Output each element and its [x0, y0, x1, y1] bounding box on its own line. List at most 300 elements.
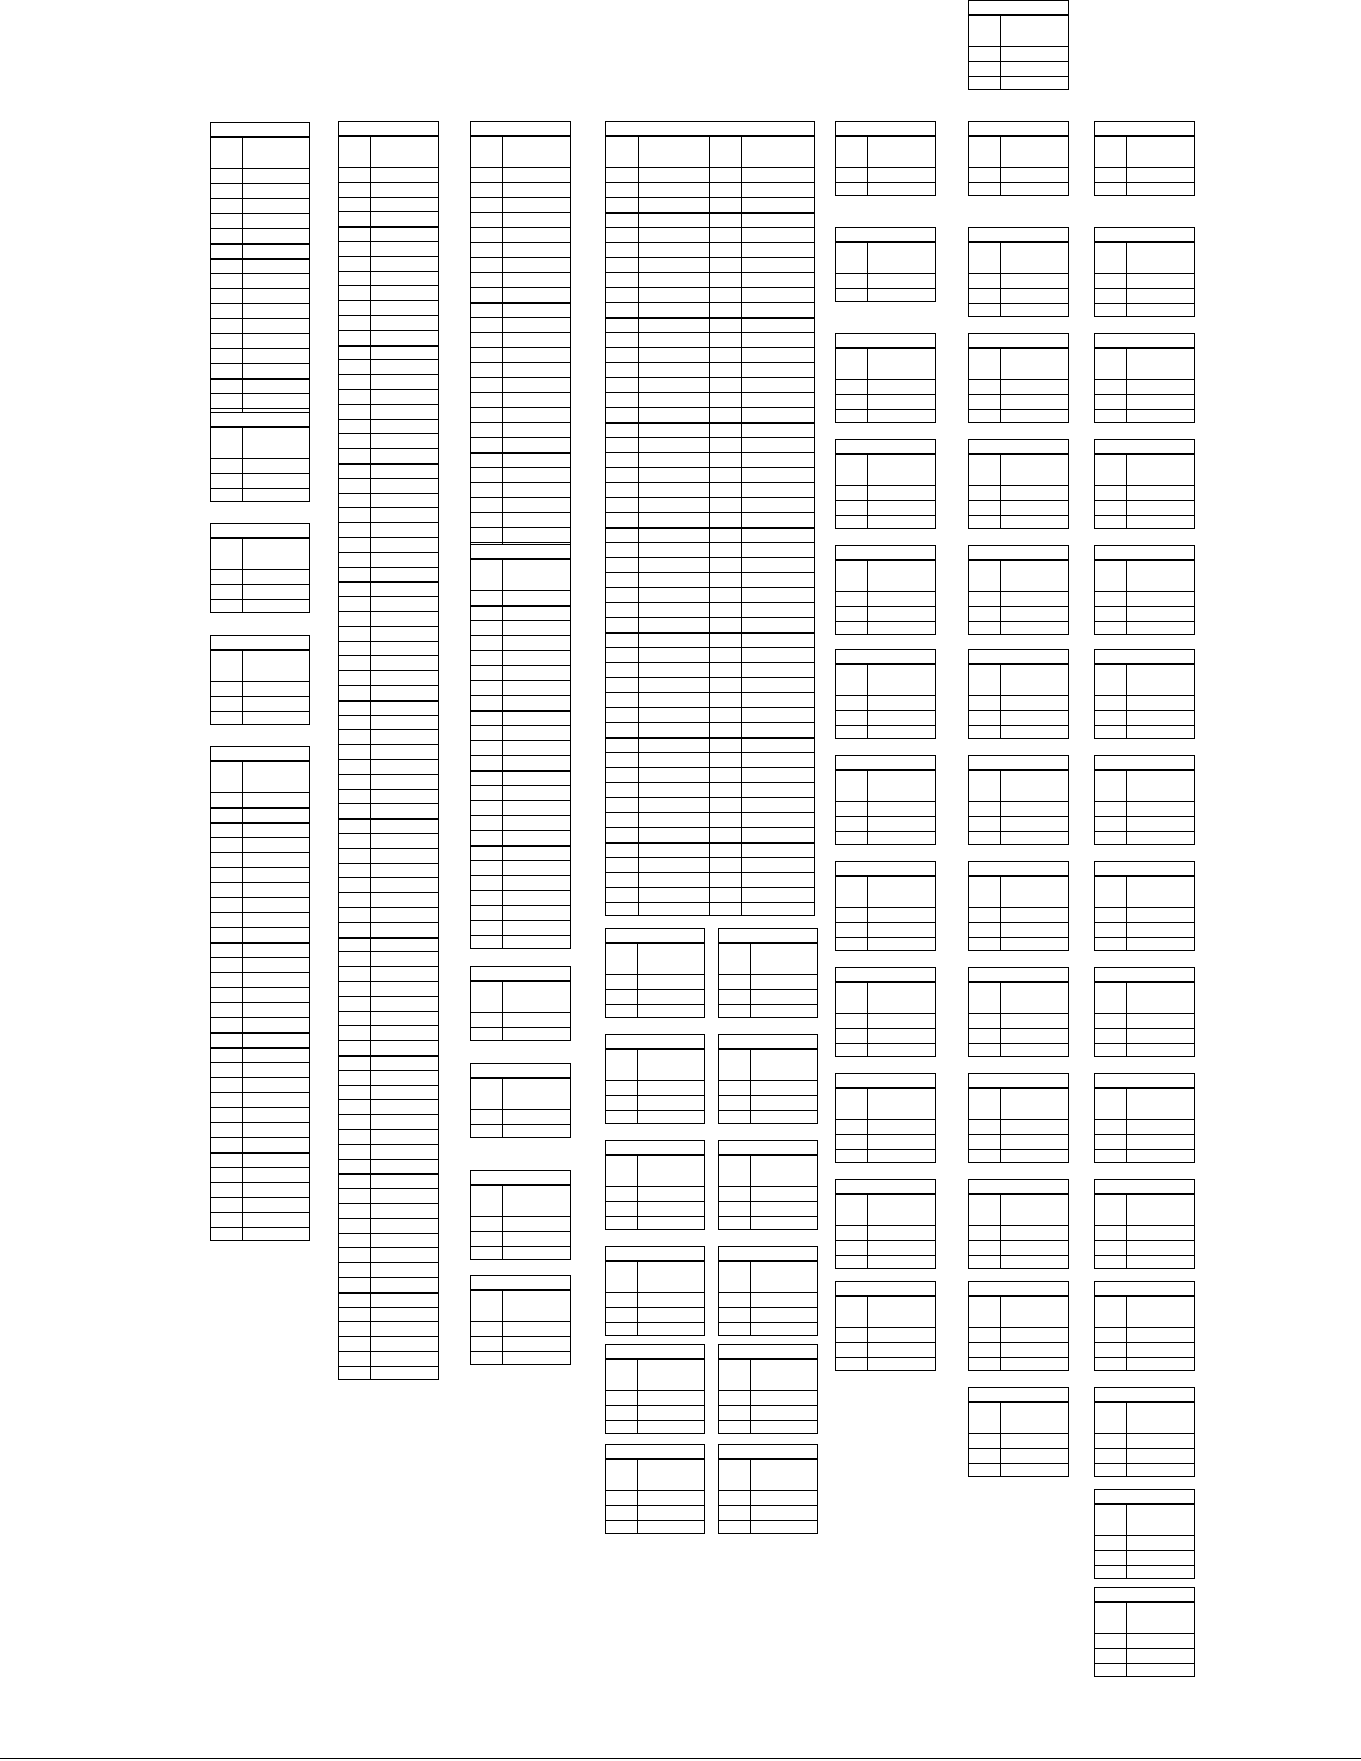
- table-row: [471, 1336, 570, 1351]
- table-row: [969, 1463, 1068, 1478]
- table-row: [836, 394, 935, 409]
- table-row: [606, 377, 814, 392]
- table-row: [339, 907, 438, 922]
- table-header-bar: [836, 1074, 935, 1089]
- small-table: [968, 0, 1069, 90]
- table-row: [719, 1505, 817, 1520]
- table-row: [719, 1420, 817, 1435]
- table-row: [606, 287, 814, 302]
- table-row: [471, 695, 570, 710]
- table-row: [339, 1233, 438, 1248]
- table-header-bar: [1095, 1588, 1194, 1603]
- table-row: [471, 650, 570, 665]
- table-row: [211, 273, 309, 288]
- table-row: [211, 473, 309, 488]
- table-row: [339, 744, 438, 759]
- table-row: [606, 887, 814, 902]
- table-row: [471, 377, 570, 392]
- table-row: [606, 467, 814, 482]
- table-row: [606, 989, 704, 1004]
- table-row: [606, 512, 814, 527]
- table-row: [969, 1357, 1068, 1372]
- table-row: [836, 1028, 935, 1043]
- table-header-bar: [836, 756, 935, 771]
- table-row: [211, 363, 309, 378]
- table-row: [339, 537, 438, 552]
- table-row: [339, 1321, 438, 1336]
- table-row: [836, 621, 935, 636]
- table-row: [836, 485, 935, 500]
- table-header-bar: [471, 1276, 570, 1291]
- table-row: [471, 905, 570, 920]
- table-row: [339, 641, 438, 656]
- table-row: [211, 258, 309, 273]
- table-row: [339, 271, 438, 286]
- table-row: [606, 1004, 704, 1019]
- table-header-bar: [471, 1171, 570, 1186]
- table-row: [471, 467, 570, 482]
- table-row: [1095, 1255, 1194, 1270]
- table-row: [1095, 1633, 1194, 1648]
- table-header-bar: [969, 968, 1068, 983]
- small-table: [968, 439, 1069, 529]
- table-row: [339, 345, 438, 360]
- table-row: [606, 1520, 704, 1535]
- small-table: [605, 1444, 705, 1534]
- table-row: [1095, 937, 1194, 952]
- table-row: [1095, 1463, 1194, 1478]
- table-row: [606, 392, 814, 407]
- table-row: [969, 500, 1068, 515]
- table-row: [606, 1216, 704, 1231]
- small-table: [1094, 861, 1195, 951]
- small-table: [835, 439, 936, 529]
- table-row: [969, 1342, 1068, 1357]
- table-row: [471, 407, 570, 422]
- table-row: [339, 951, 438, 966]
- table-row: [471, 605, 570, 620]
- table-row: [836, 695, 935, 710]
- table-row: [969, 1448, 1068, 1463]
- table-row: [211, 243, 309, 258]
- table-row: [339, 404, 438, 419]
- table-row: [471, 422, 570, 437]
- table-row: [339, 1040, 438, 1055]
- table-row: [471, 830, 570, 845]
- table-row: [471, 740, 570, 755]
- table-row: [211, 1077, 309, 1092]
- table-row: [1095, 1028, 1194, 1043]
- table-row: [719, 1520, 817, 1535]
- small-table: [1094, 1489, 1195, 1579]
- table-row: [339, 182, 438, 197]
- table-row: [969, 1240, 1068, 1255]
- table-row: [969, 725, 1068, 740]
- table-row: [969, 288, 1068, 303]
- table-row: [836, 937, 935, 952]
- table-row: [606, 1186, 704, 1201]
- table-row: [339, 996, 438, 1011]
- table-row: [339, 256, 438, 271]
- table-row: [211, 303, 309, 318]
- small-table: [1094, 1281, 1195, 1371]
- table-row: [606, 242, 814, 257]
- table-row: [1095, 1535, 1194, 1550]
- table-row: [836, 515, 935, 530]
- table-row: [471, 1351, 570, 1366]
- table-row: [471, 845, 570, 860]
- table-row: [471, 875, 570, 890]
- table-row: [606, 677, 814, 692]
- table-row: [606, 362, 814, 377]
- table-row: [1095, 288, 1194, 303]
- table-row: [1095, 816, 1194, 831]
- table-row: [211, 1107, 309, 1122]
- table-row: [836, 606, 935, 621]
- table-row: [606, 347, 814, 362]
- table-row: [211, 569, 309, 584]
- table-header-bar: [836, 546, 935, 561]
- table-row: [836, 409, 935, 424]
- table-header-bar: [1095, 862, 1194, 877]
- table-row: [836, 725, 935, 740]
- table-row: [211, 288, 309, 303]
- table-row: [339, 1173, 438, 1188]
- table-row: [836, 1134, 935, 1149]
- small-table: [968, 755, 1069, 845]
- table-row: [719, 1390, 817, 1405]
- table-row: [339, 1025, 438, 1040]
- small-table: [835, 1179, 936, 1269]
- long-table: [210, 746, 310, 1241]
- table-row: [969, 1225, 1068, 1240]
- table-row: [606, 827, 814, 842]
- small-table: [835, 545, 936, 635]
- small-table: [1094, 121, 1195, 196]
- table-header-bar: [606, 122, 814, 137]
- table-row: [211, 972, 309, 987]
- table-row: [836, 907, 935, 922]
- table-row: [719, 1186, 817, 1201]
- table-row: [606, 527, 814, 542]
- table-row: [339, 848, 438, 863]
- table-row: [471, 680, 570, 695]
- table-row: [471, 182, 570, 197]
- table-row: [211, 599, 309, 614]
- table-row: [606, 572, 814, 587]
- table-row: [836, 801, 935, 816]
- table-row: [471, 317, 570, 332]
- table-row: [606, 1405, 704, 1420]
- table-row: [606, 1292, 704, 1307]
- table-row: [1095, 1550, 1194, 1565]
- table-row: [211, 1017, 309, 1032]
- table-row: [471, 800, 570, 815]
- table-row: [339, 167, 438, 182]
- small-table: [835, 967, 936, 1057]
- table-row: [719, 974, 817, 989]
- table-row: [1095, 621, 1194, 636]
- table-row: [471, 287, 570, 302]
- table-row: [211, 183, 309, 198]
- table-row: [969, 621, 1068, 636]
- table-row: [339, 1188, 438, 1203]
- table-row: [1095, 409, 1194, 424]
- table-row: [606, 542, 814, 557]
- table-row: [211, 1227, 309, 1242]
- table-header-bar: [969, 1074, 1068, 1089]
- small-table: [1094, 333, 1195, 423]
- table-row: [211, 867, 309, 882]
- table-row: [339, 892, 438, 907]
- table-row: [471, 920, 570, 935]
- table-header-bar: [606, 929, 704, 944]
- small-table: [605, 1344, 705, 1434]
- table-row: [836, 500, 935, 515]
- table-row: [606, 692, 814, 707]
- table-row: [836, 273, 935, 288]
- small-table: [835, 755, 936, 845]
- small-table: [210, 412, 310, 502]
- table-row: [211, 584, 309, 599]
- table-row: [719, 1490, 817, 1505]
- table-row: [1095, 801, 1194, 816]
- small-table: [605, 1246, 705, 1336]
- table-row: [339, 1085, 438, 1100]
- table-row: [1095, 922, 1194, 937]
- long-table: [470, 121, 571, 556]
- table-row: [606, 197, 814, 212]
- table-row: [606, 722, 814, 737]
- long-table: [605, 121, 815, 916]
- table-row: [471, 212, 570, 227]
- small-table: [210, 523, 310, 613]
- table-row: [836, 591, 935, 606]
- table-row: [606, 1505, 704, 1520]
- small-table: [835, 333, 936, 423]
- table-row: [1095, 710, 1194, 725]
- table-header-bar: [969, 756, 1068, 771]
- table-row: [471, 512, 570, 527]
- table-row: [1095, 500, 1194, 515]
- table-row: [606, 797, 814, 812]
- small-table: [968, 1387, 1069, 1477]
- small-table: [968, 121, 1069, 196]
- table-row: [339, 626, 438, 641]
- table-header-bar: [1095, 1180, 1194, 1195]
- table-row: [969, 591, 1068, 606]
- table-header-bar: [719, 929, 817, 944]
- table-row: [836, 831, 935, 846]
- small-table: [1094, 1587, 1195, 1677]
- table-row: [606, 737, 814, 752]
- table-row: [606, 632, 814, 647]
- table-row: [339, 1099, 438, 1114]
- table-header-bar: [836, 122, 935, 137]
- table-row: [606, 167, 814, 182]
- table-row: [339, 448, 438, 463]
- small-table: [968, 861, 1069, 951]
- table-header-bar: [836, 228, 935, 243]
- table-row: [1095, 1565, 1194, 1580]
- table-row: [211, 822, 309, 837]
- table-header-bar: [1095, 546, 1194, 561]
- table-row: [1095, 1357, 1194, 1372]
- table-row: [606, 662, 814, 677]
- page-bottom-rule: [0, 1758, 1361, 1759]
- table-row: [339, 1129, 438, 1144]
- table-row: [471, 1231, 570, 1246]
- table-row: [1095, 1134, 1194, 1149]
- table-row: [606, 902, 814, 917]
- table-row: [471, 890, 570, 905]
- table-row: [836, 922, 935, 937]
- table-row: [969, 515, 1068, 530]
- table-row: [211, 1182, 309, 1197]
- table-row: [339, 759, 438, 774]
- table-row: [719, 1405, 817, 1420]
- table-row: [1095, 725, 1194, 740]
- table-header-bar: [719, 1445, 817, 1460]
- table-row: [211, 852, 309, 867]
- table-header-bar: [606, 1247, 704, 1262]
- small-table: [1094, 967, 1195, 1057]
- table-row: [471, 1124, 570, 1139]
- small-table: [210, 635, 310, 725]
- table-row: [339, 1070, 438, 1085]
- long-table: [210, 122, 310, 422]
- table-row: [969, 1327, 1068, 1342]
- table-row: [471, 332, 570, 347]
- table-row: [606, 842, 814, 857]
- table-row: [471, 1321, 570, 1336]
- table-row: [606, 857, 814, 872]
- table-row: [471, 452, 570, 467]
- table-header-bar: [969, 650, 1068, 665]
- table-row: [471, 437, 570, 452]
- table-header-bar: [969, 228, 1068, 243]
- table-row: [339, 1114, 438, 1129]
- table-row: [339, 1218, 438, 1233]
- table-row: [339, 877, 438, 892]
- small-table: [605, 928, 705, 1018]
- table-row: [339, 729, 438, 744]
- table-row: [211, 333, 309, 348]
- small-table: [835, 121, 936, 196]
- table-row: [339, 922, 438, 937]
- table-row: [606, 1110, 704, 1125]
- table-row: [1095, 1149, 1194, 1164]
- table-row: [606, 872, 814, 887]
- table-row: [339, 1292, 438, 1307]
- table-row: [339, 715, 438, 730]
- table-row: [211, 942, 309, 957]
- table-row: [719, 1322, 817, 1337]
- table-header-bar: [606, 1141, 704, 1156]
- table-header-bar: [969, 334, 1068, 349]
- table-row: [339, 211, 438, 226]
- table-row: [969, 61, 1068, 76]
- table-row: [471, 1109, 570, 1124]
- table-row: [719, 1004, 817, 1019]
- table-row: [211, 1137, 309, 1152]
- table-header-bar: [969, 862, 1068, 877]
- table-row: [211, 681, 309, 696]
- table-row: [211, 228, 309, 243]
- table-header-bar: [1095, 968, 1194, 983]
- table-row: [719, 1292, 817, 1307]
- table-header-bar: [836, 440, 935, 455]
- table-header-bar: [1095, 1282, 1194, 1297]
- table-row: [969, 273, 1068, 288]
- table-row: [339, 522, 438, 537]
- table-row: [836, 1149, 935, 1164]
- table-header-bar: [606, 1445, 704, 1460]
- table-row: [606, 302, 814, 317]
- table-row: [339, 374, 438, 389]
- small-table: [470, 1170, 571, 1260]
- table-row: [339, 1277, 438, 1292]
- table-header-bar: [211, 747, 309, 762]
- table-row: [211, 198, 309, 213]
- small-table: [1094, 545, 1195, 635]
- small-table: [470, 1063, 571, 1138]
- table-row: [339, 419, 438, 434]
- table-header-bar: [1095, 1490, 1194, 1505]
- table-row: [606, 812, 814, 827]
- table-row: [1095, 167, 1194, 182]
- table-header-bar: [339, 122, 438, 137]
- table-header-bar: [471, 1064, 570, 1079]
- table-row: [969, 1043, 1068, 1058]
- table-row: [606, 587, 814, 602]
- table-row: [969, 816, 1068, 831]
- table-row: [471, 197, 570, 212]
- table-row: [339, 581, 438, 596]
- table-header-bar: [969, 122, 1068, 137]
- table-row: [1095, 1043, 1194, 1058]
- table-row: [719, 1080, 817, 1095]
- table-row: [471, 665, 570, 680]
- table-header-bar: [1095, 756, 1194, 771]
- table-row: [339, 1011, 438, 1026]
- small-table: [718, 1444, 818, 1534]
- table-row: [339, 1203, 438, 1218]
- table-row: [606, 557, 814, 572]
- table-header-bar: [969, 1282, 1068, 1297]
- table-row: [836, 710, 935, 725]
- table-row: [836, 1240, 935, 1255]
- table-row: [339, 803, 438, 818]
- table-row: [471, 860, 570, 875]
- table-row: [606, 227, 814, 242]
- table-row: [339, 567, 438, 582]
- table-header-bar: [1095, 122, 1194, 137]
- table-row: [969, 1433, 1068, 1448]
- table-row: [471, 935, 570, 950]
- small-table: [1094, 1073, 1195, 1163]
- table-row: [471, 227, 570, 242]
- table-row: [719, 1095, 817, 1110]
- table-row: [1095, 831, 1194, 846]
- table-row: [339, 1159, 438, 1174]
- table-row: [1095, 1225, 1194, 1240]
- table-row: [836, 1119, 935, 1134]
- table-row: [211, 1092, 309, 1107]
- table-row: [1095, 1663, 1194, 1678]
- table-row: [606, 1390, 704, 1405]
- small-table: [718, 1034, 818, 1124]
